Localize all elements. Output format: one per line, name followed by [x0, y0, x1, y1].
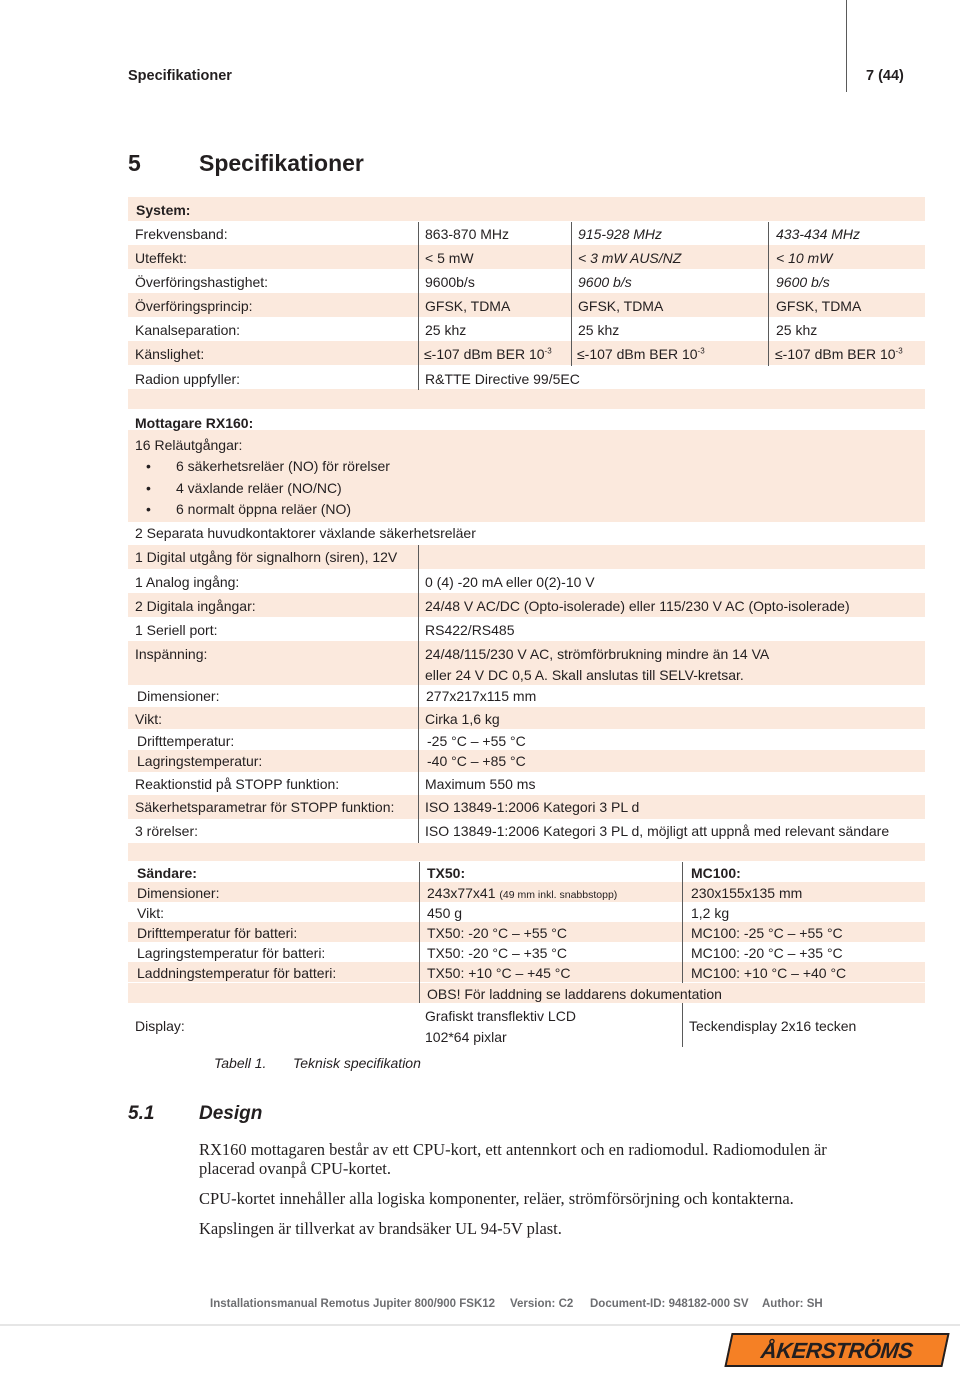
sensitivity-text: ≤-107 dBm BER 10: [577, 346, 698, 362]
row-value: 9600b/s: [425, 274, 475, 290]
col-divider: [682, 862, 683, 983]
row-value: GFSK, TDMA: [776, 298, 862, 314]
radio-value: R&TTE Directive 99/5EC: [425, 371, 580, 387]
row-label: Lagringstemperatur för batteri:: [137, 945, 326, 961]
row-value: MC100: -25 °C – +55 °C: [691, 925, 843, 941]
logo-text: ÅKERSTRÖMS: [759, 1338, 914, 1363]
row-label: Dimensioner:: [137, 688, 220, 704]
row-value: TX50: +10 °C – +45 °C: [427, 965, 571, 981]
row-value: MC100: +10 °C – +40 °C: [691, 965, 847, 981]
footer-manual: Installationsmanual Remotus Jupiter 800/900 FSK12: [210, 1298, 496, 1310]
sensitivity-exponent: -3: [895, 346, 903, 356]
sensitivity-exponent: -3: [544, 346, 552, 356]
header-page-number: 7 (44): [866, 68, 904, 84]
footer-author: Author: SH: [762, 1298, 823, 1310]
row-value: < 10 mW: [776, 250, 833, 266]
row-label: Drifttemperatur för batteri:: [137, 925, 298, 941]
band: [128, 197, 925, 221]
row-label: Säkerhetsparametrar för STOPP funktion:: [135, 799, 395, 815]
display-label: Display:: [135, 1018, 185, 1034]
section-title: Design: [199, 1103, 263, 1124]
row-value: 277x217x115 mm: [426, 688, 537, 704]
tx50-heading: TX50:: [427, 865, 466, 881]
band: [128, 389, 925, 409]
row-label: Vikt:: [135, 711, 162, 727]
table-caption-label: Tabell 1.: [214, 1055, 267, 1071]
row-value: < 5 mW: [425, 250, 474, 266]
chapter-number: 5: [128, 150, 141, 176]
supply-label: Inspänning:: [135, 646, 208, 662]
sensitivity-value: [775, 346, 903, 362]
relay-heading: 16 Reläutgångar:: [135, 437, 243, 453]
row-label: Överföringsprincip:: [135, 298, 253, 314]
row-label: 2 Digitala ingångar:: [135, 598, 256, 614]
col-divider: [682, 1003, 683, 1047]
footer-version: Version: C2: [510, 1298, 574, 1310]
sensitivity-value: [577, 346, 705, 362]
section-number: 5.1: [128, 1103, 155, 1124]
row-value: 24/48 V AC/DC (Opto-isolerade) eller 115/230 V AC (Opto-isolerade): [425, 598, 850, 614]
sensitivity-exponent: -3: [697, 346, 705, 356]
company-logo: [724, 1333, 949, 1367]
tx-dim: 243x77x41: [427, 885, 496, 901]
row-label: 1 Seriell port:: [135, 622, 218, 638]
design-paragraph-3: Kapslingen är tillverkat av brandsäker UL 94-5V plast.: [199, 1219, 562, 1238]
design-paragraph-1-line-2: placerad ovanpå CPU-kortet.: [199, 1159, 391, 1178]
footer-document-id: Document-ID: 948182-000 SV: [590, 1298, 749, 1310]
row-label: Kanalseparation:: [135, 322, 241, 338]
header-section: Specifikationer: [128, 68, 232, 84]
col-divider: [418, 222, 419, 390]
design-paragraph-1-line-1: RX160 mottagaren består av ett CPU-kort, ett antennkort och en radiomodul. Radiomodulen är: [199, 1140, 827, 1159]
col-divider: [419, 862, 420, 1003]
contactors-line: 2 Separata huvudkontaktorer växlande säkerhetsreläer: [135, 525, 476, 541]
row-value: 915-928 MHz: [578, 226, 663, 242]
row-value: ISO 13849-1:2006 Kategori 3 PL d, möjligt att uppnå med relevant sändare: [425, 823, 890, 839]
row-label: Laddningstemperatur för batteri:: [137, 965, 337, 981]
col-divider: [418, 545, 419, 843]
bullet-icon: •: [146, 501, 151, 517]
radio-label: Radion uppfyller:: [135, 371, 241, 387]
chapter-title: Specifikationer: [199, 150, 364, 176]
header-divider: [846, 0, 847, 92]
row-value: GFSK, TDMA: [425, 298, 511, 314]
row-value: 230x155x135 mm: [691, 885, 803, 901]
row-value: 9600 b/s: [776, 274, 830, 290]
supply-line2: eller 24 V DC 0,5 A. Skall anslutas till SELV-kretsar.: [425, 667, 744, 683]
row-label: Uteffekt:: [135, 250, 187, 266]
row-label: Lagringstemperatur:: [137, 753, 263, 769]
row-value: TX50: -20 °C – +35 °C: [427, 945, 567, 961]
transmitter-heading: Sändare:: [137, 865, 197, 881]
digital-out-line: 1 Digital utgång för signalhorn (siren), 12V: [135, 549, 398, 565]
band: [128, 707, 925, 729]
row-value: Maximum 550 ms: [425, 776, 536, 792]
row-value: -40 °C – +85 °C: [427, 753, 526, 769]
supply-line1: 24/48/115/230 V AC, strömförbrukning mindre än 14 VA: [425, 646, 770, 662]
bullet-icon: •: [146, 458, 151, 474]
row-value: 433-434 MHz: [776, 226, 861, 242]
row-value: 863-870 MHz: [425, 226, 510, 242]
row-label: 1 Analog ingång:: [135, 574, 240, 590]
row-value: ISO 13849-1:2006 Kategori 3 PL d: [425, 799, 640, 815]
row-value: 9600 b/s: [578, 274, 632, 290]
bullet-item: 6 säkerhetsreläer (NO) för rörelser: [176, 458, 390, 474]
row-value: [427, 885, 617, 901]
row-value: RS422/RS485: [425, 622, 515, 638]
footer-rule: [0, 1324, 960, 1326]
row-label: 3 rörelser:: [135, 823, 199, 839]
row-value: 0 (4) -20 mA eller 0(2)-10 V: [425, 574, 595, 590]
row-label: Drifttemperatur:: [137, 733, 235, 749]
row-value: 450 g: [427, 905, 463, 921]
row-label: Reaktionstid på STOPP funktion:: [135, 776, 340, 792]
row-value: 1,2 kg: [691, 905, 730, 921]
row-value: MC100: -20 °C – +35 °C: [691, 945, 843, 961]
band: [128, 843, 925, 861]
row-value: Cirka 1,6 kg: [425, 711, 500, 727]
sensitivity-text: ≤-107 dBm BER 10: [775, 346, 896, 362]
bullet-icon: •: [146, 480, 151, 496]
receiver-heading: Mottagare RX160:: [135, 415, 254, 431]
sensitivity-value: [424, 346, 552, 362]
row-label: Vikt:: [137, 905, 164, 921]
row-value: 25 khz: [776, 322, 818, 338]
display-mc: Teckendisplay 2x16 tecken: [689, 1018, 857, 1034]
col-divider: [768, 222, 769, 366]
tx-dim-note: (49 mm inkl. snabbstopp): [499, 889, 618, 901]
obs-note: OBS! För laddning se laddarens dokumentation: [427, 986, 722, 1002]
system-heading: System:: [136, 202, 191, 218]
row-value: < 3 mW AUS/NZ: [578, 250, 682, 266]
row-value: -25 °C – +55 °C: [427, 733, 526, 749]
row-value: TX50: -20 °C – +55 °C: [427, 925, 567, 941]
row-label: Överföringshastighet:: [135, 274, 269, 290]
sensitivity-text: ≤-107 dBm BER 10: [424, 346, 545, 362]
row-label: Dimensioner:: [137, 885, 220, 901]
display-tx-line1: Grafiskt transflektiv LCD: [425, 1008, 576, 1024]
bullet-item: 4 växlande reläer (NO/NC): [176, 480, 342, 496]
table-caption-text: Teknisk specifikation: [293, 1055, 421, 1071]
row-label: Frekvensband:: [135, 226, 228, 242]
row-value: 25 khz: [578, 322, 620, 338]
mc100-heading: MC100:: [691, 865, 741, 881]
design-paragraph-2: CPU-kortet innehåller alla logiska komponenter, reläer, strömförsörjning och kontakterna.: [199, 1189, 794, 1208]
row-value: GFSK, TDMA: [578, 298, 664, 314]
col-divider: [571, 222, 572, 366]
sensitivity-label: Känslighet:: [135, 346, 205, 362]
bullet-item: 6 normalt öppna reläer (NO): [176, 501, 352, 517]
row-value: 25 khz: [425, 322, 467, 338]
display-tx-line2: 102*64 pixlar: [425, 1029, 507, 1045]
